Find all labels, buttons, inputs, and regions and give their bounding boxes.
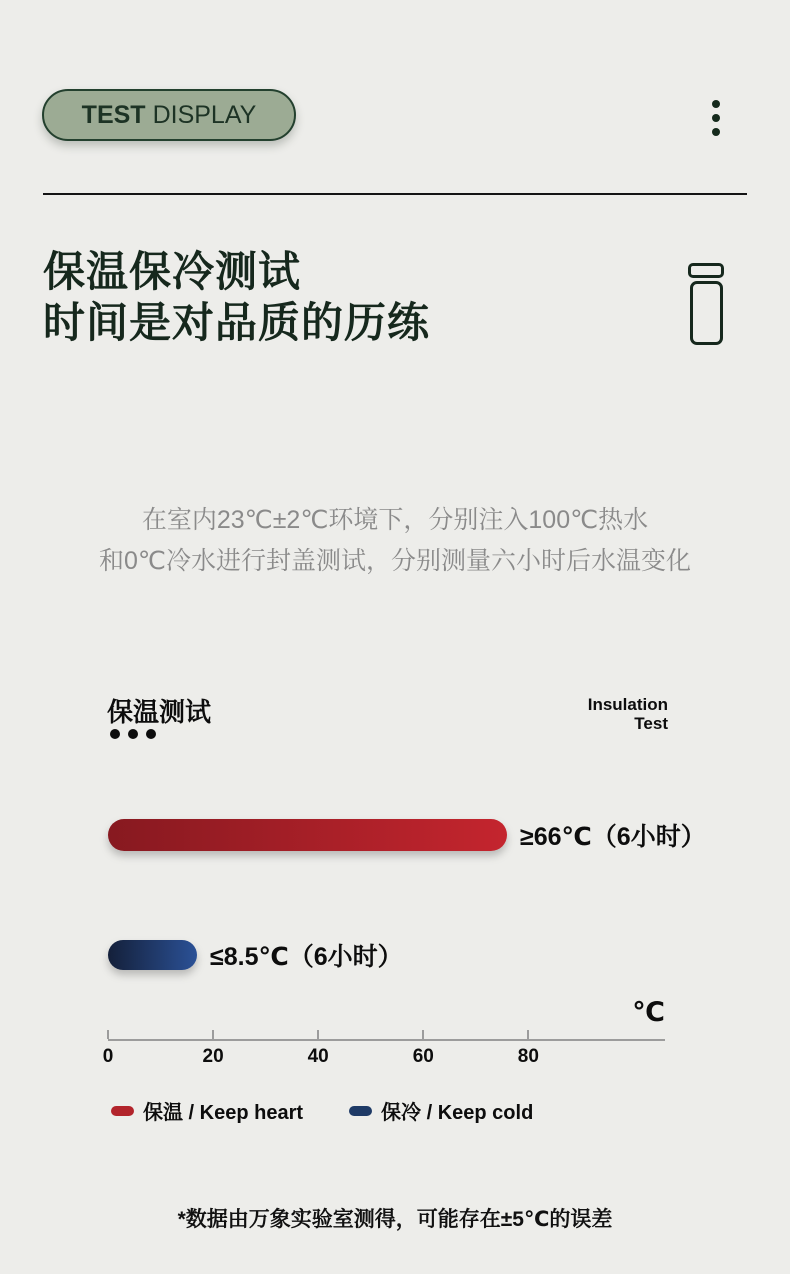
keep-cold-bar-label: ≤8.5℃（6小时）	[210, 943, 403, 971]
page-title-line-1: 保温保冷测试	[43, 248, 302, 295]
page-title	[43, 246, 430, 348]
menu-dot	[712, 128, 720, 136]
title-dot	[110, 729, 120, 739]
axis-tick-label: 60	[412, 1046, 434, 1067]
legend-keep-cold	[349, 1096, 533, 1125]
title-dot	[128, 729, 138, 739]
test-description	[0, 500, 790, 582]
page-title-line-2: 时间是对品质的历练	[43, 299, 431, 346]
insulation-test-title-en	[588, 695, 668, 733]
axis-unit-label: ℃	[632, 997, 665, 1027]
description-line-1: 在室内23℃±2℃环境下，分别注入100℃热水	[141, 506, 649, 534]
axis-tick	[527, 1030, 529, 1039]
axis-tick	[422, 1030, 424, 1039]
axis-tick-label: 0	[102, 1046, 114, 1067]
insulation-test-title-en-line-2: Test	[634, 714, 668, 733]
x-axis	[108, 1031, 665, 1041]
title-dot	[146, 729, 156, 739]
keep-hot-bar-row	[108, 819, 706, 851]
bottle-icon-body	[690, 281, 723, 345]
bottle-icon-lid	[688, 263, 724, 278]
keep-hot-bar-label: ≥66℃（6小时）	[520, 823, 706, 851]
badge-text-regular: DISPLAY	[152, 100, 257, 129]
section-divider	[43, 193, 747, 195]
title-dots-decoration	[110, 729, 156, 739]
description-line-2: 和0℃冷水进行封盖测试，分别测量六小时后水温变化	[99, 547, 691, 575]
legend-keep-hot	[111, 1096, 303, 1125]
axis-tick-label: 40	[307, 1046, 329, 1067]
keep-cold-bar-row	[108, 940, 403, 970]
axis-tick-label: 20	[202, 1046, 224, 1067]
axis-tick	[212, 1030, 214, 1039]
keep-cold-legend-label: 保冷 / Keep cold	[381, 1102, 534, 1124]
keep-hot-swatch	[111, 1106, 134, 1116]
axis-tick-label: 80	[517, 1046, 539, 1067]
x-axis-labels	[102, 1046, 665, 1068]
test-display-badge	[42, 89, 296, 141]
insulation-test-title-cn: 保温测试	[107, 697, 212, 727]
chart-legend	[111, 1096, 533, 1125]
keep-hot-bar	[108, 819, 507, 851]
keep-hot-legend-label: 保温 / Keep heart	[143, 1102, 304, 1124]
axis-tick	[107, 1030, 109, 1039]
keep-cold-swatch	[349, 1106, 372, 1116]
kebab-menu-icon	[712, 100, 720, 136]
menu-dot	[712, 100, 720, 108]
footnote: *数据由万象实验室测得，可能存在±5℃的误差	[177, 1208, 613, 1231]
keep-cold-bar	[108, 940, 197, 970]
menu-dot	[712, 114, 720, 122]
badge-text-bold: TEST	[81, 100, 146, 129]
insulation-test-title-en-line-1: Insulation	[587, 695, 668, 714]
axis-tick	[317, 1030, 319, 1039]
